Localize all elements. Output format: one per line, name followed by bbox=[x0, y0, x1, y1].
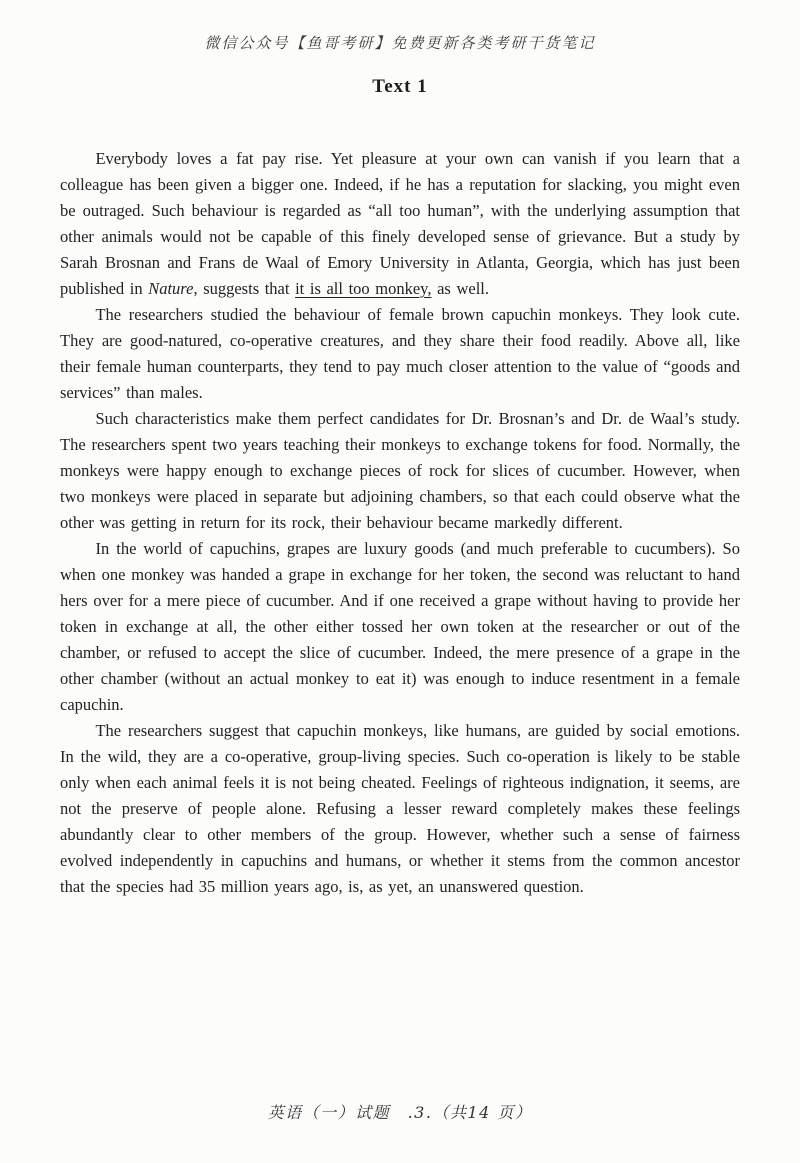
paragraph-2: The researchers studied the behaviour of female brown capuchin monkeys. They look cute. They are good-natured, co-operative creatures, and they share their food readily. Above all, like their female human counterparts, they tend to pay much closer attention to the value of “goods and services” than males. bbox=[60, 305, 740, 402]
paragraph-4: In the world of capuchins, grapes are luxury goods (and much preferable to cucumbers). So when one monkey was handed a grape in exchange for her token, the second was reluctant to hand hers over for a mere piece of cucumber. And if one received a grape without having to provide her token in exchange at all, the other either tossed her own token at the researcher or out of the chamber, or refused to accept the slice of cucumber. Indeed, the mere presence of a grape in the other chamber (without an actual monkey to eat it) was enough to induce resentment in a female capuchin. bbox=[60, 539, 740, 714]
page-footer: 英语（一）试题 .3.（共14 页） bbox=[267, 1103, 533, 1122]
paragraph-1 bbox=[60, 146, 740, 302]
paragraph-3: Such characteristics make them perfect candidates for Dr. Brosnan’s and Dr. de Waal’s study. The researchers spent two years teaching their monkeys to exchange tokens for food. Normally, the monkeys were happy enough to exchange pieces of rock for slices of cucumber. However, when two monkeys were placed in separate but adjoining chambers, so that each could observe what the other was getting in return for its rock, their behaviour became markedly different. bbox=[60, 409, 740, 532]
paragraph-1-text: Everybody loves a fat pay rise. Yet pleasure at your own can vanish if you learn that a colleague has been given a bigger one. Indeed, if he has a reputation for slacking, you might even be outraged. Such behaviour is regarded as “all too human”, with the underlying assumption that other animals would not be capable of this finely developed sense of grievance. But a study by Sarah Brosnan and Frans de Waal of Emory University in Atlanta, Georgia, which has just been published in bbox=[60, 149, 740, 298]
journal-name-nature: Nature bbox=[148, 279, 194, 298]
paragraph-5: The researchers suggest that capuchin monkeys, like humans, are guided by social emotions. In the wild, they are a co-operative, group-living species. Such co-operation is likely to be stable only when each animal feels it is not being cheated. Feelings of righteous indignation, it seems, are not the preserve of people alone. Refusing a lesser reward completely makes these feelings abundantly clear to other members of the group. However, whether such a sense of fairness evolved independently in capuchins and humans, or whether it stems from the common ancestor that the species had 35 million years ago, is, as yet, an unanswered question. bbox=[60, 721, 740, 896]
underlined-phrase: it is all too monkey, bbox=[295, 279, 432, 298]
watermark-header: 微信公众号【鱼哥考研】免费更新各类考研干货笔记 bbox=[204, 34, 596, 52]
passage-body bbox=[60, 146, 740, 900]
paragraph-1-text-mid: , suggests that bbox=[193, 279, 296, 298]
paragraph-1-text-end: as well. bbox=[431, 279, 489, 298]
passage-title: Text 1 bbox=[372, 76, 428, 97]
